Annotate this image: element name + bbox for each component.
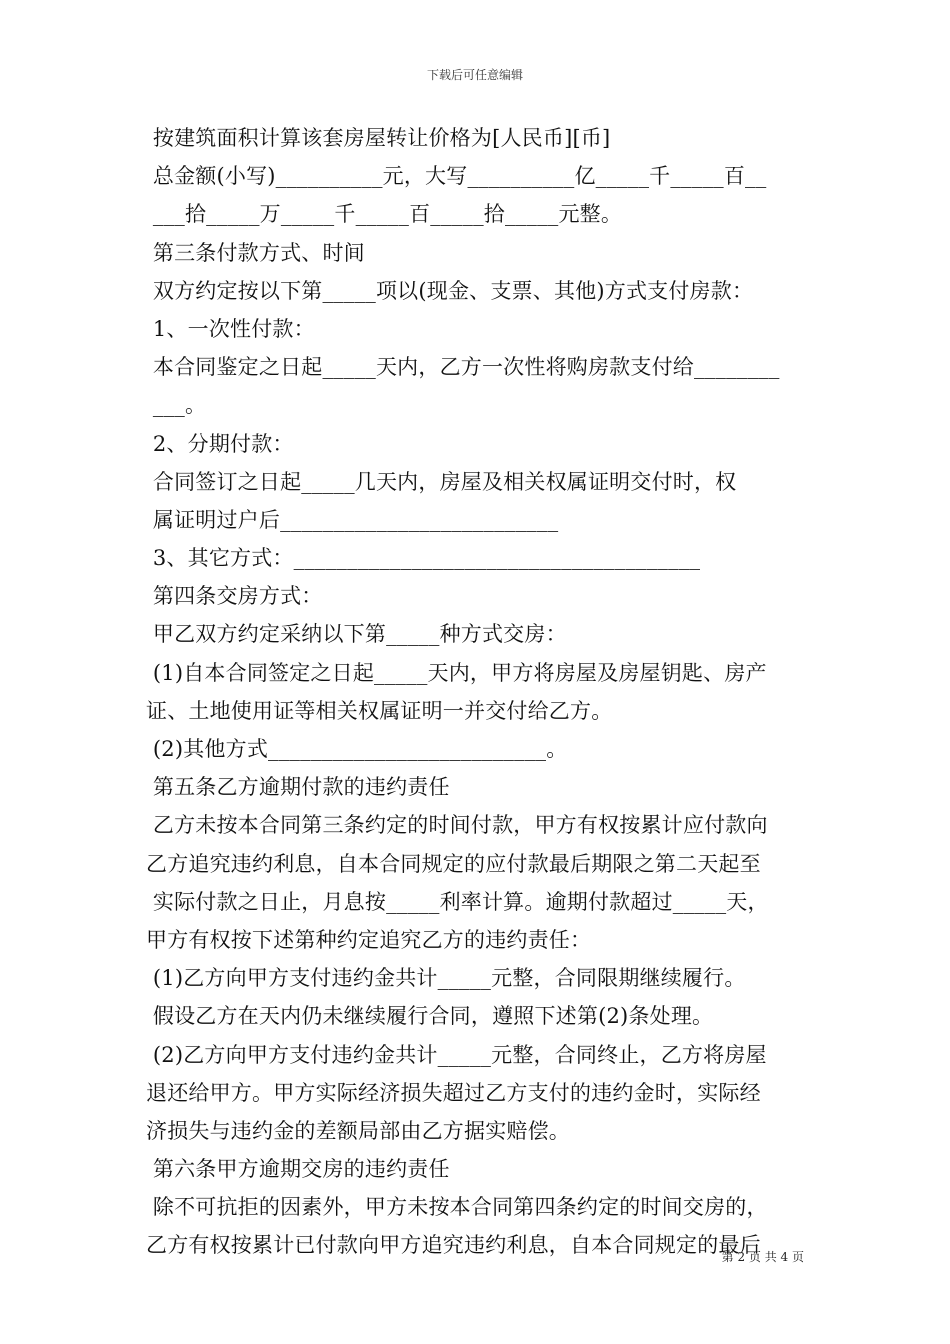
document-body (146, 119, 826, 1265)
text-line: 甲方有权按下述第种约定追究乙方的违约责任： (146, 927, 592, 952)
text-line: (2)乙方向甲方支付违约金共计_____元整，合同终止，乙方将房屋 (146, 1042, 767, 1067)
page-header: 下载后可任意编辑 (426, 68, 523, 82)
text-line: 双方约定按以下第_____项以(现金、支票、其他)方式支付房款： (146, 278, 754, 303)
text-line: 退还给甲方。甲方实际经济损失超过乙方支付的违约金时，实际经 (146, 1080, 761, 1105)
text-line: 属证明过户后__________________________ (146, 507, 559, 532)
text-line: 2、分期付款： (146, 431, 294, 456)
section-heading: 第六条甲方逾期交房的违约责任 (146, 1157, 450, 1182)
text-line: 假设乙方在天内仍未继续履行合同，遵照下述第(2)条处理。 (146, 1004, 714, 1029)
text-line: (2)其他方式__________________________。 (146, 737, 568, 761)
section-heading: 第四条交房方式： (146, 584, 323, 609)
text-line: 1、一次性付款： (146, 316, 315, 341)
text-line: 甲乙双方约定采纳以下第_____种方式交房： (146, 622, 567, 647)
text-line: 乙方有权按累计已付款向甲方追究违约利息，自本合同规定的最后 (146, 1233, 761, 1258)
text-line: 乙方追究违约利息，自本合同规定的应付款最后期限之第二天起至 (146, 851, 761, 876)
text-line: 除不可抗拒的因素外，甲方未按本合同第四条约定的时间交房的， (146, 1195, 768, 1220)
text-line: 3、其它方式：______________________________________ (146, 546, 701, 571)
text-line: ___拾_____万_____千_____百_____拾_____元整。 (146, 202, 623, 227)
text-line: (1)乙方向甲方支付违约金共计_____元整，合同限期继续履行。 (146, 966, 746, 991)
text-line: 实际付款之日止，月息按_____利率计算。逾期付款超过_____天， (146, 889, 769, 914)
text-line: 证、土地使用证等相关权属证明一并交付给乙方。 (146, 698, 613, 723)
text-line: ___。 (146, 393, 207, 418)
page-number: 第 2 页 共 4 页 (721, 1250, 804, 1264)
text-line: (1)自本合同签定之日起_____天内，甲方将房屋及房屋钥匙、房产 (146, 660, 767, 685)
text-line: 乙方未按本合同第三条约定的时间付款，甲方有权按累计应付款向 (146, 813, 768, 838)
text-line: 本合同鉴定之日起_____天内，乙方一次性将购房款支付给________ (146, 355, 780, 380)
text-line: 按建筑面积计算该套房屋转让价格为[人民币][币] (146, 126, 611, 150)
section-heading: 第三条付款方式、时间 (146, 240, 365, 265)
text-line: 合同签订之日起_____几天内，房屋及相关权属证明交付时，权 (146, 469, 737, 494)
text-line: 总金额(小写)__________元，大写__________亿_____千_____百__ (146, 164, 767, 189)
section-heading: 第五条乙方逾期付款的违约责任 (146, 775, 450, 800)
text-line: 济损失与违约金的差额局部由乙方据实赔偿。 (146, 1118, 570, 1143)
